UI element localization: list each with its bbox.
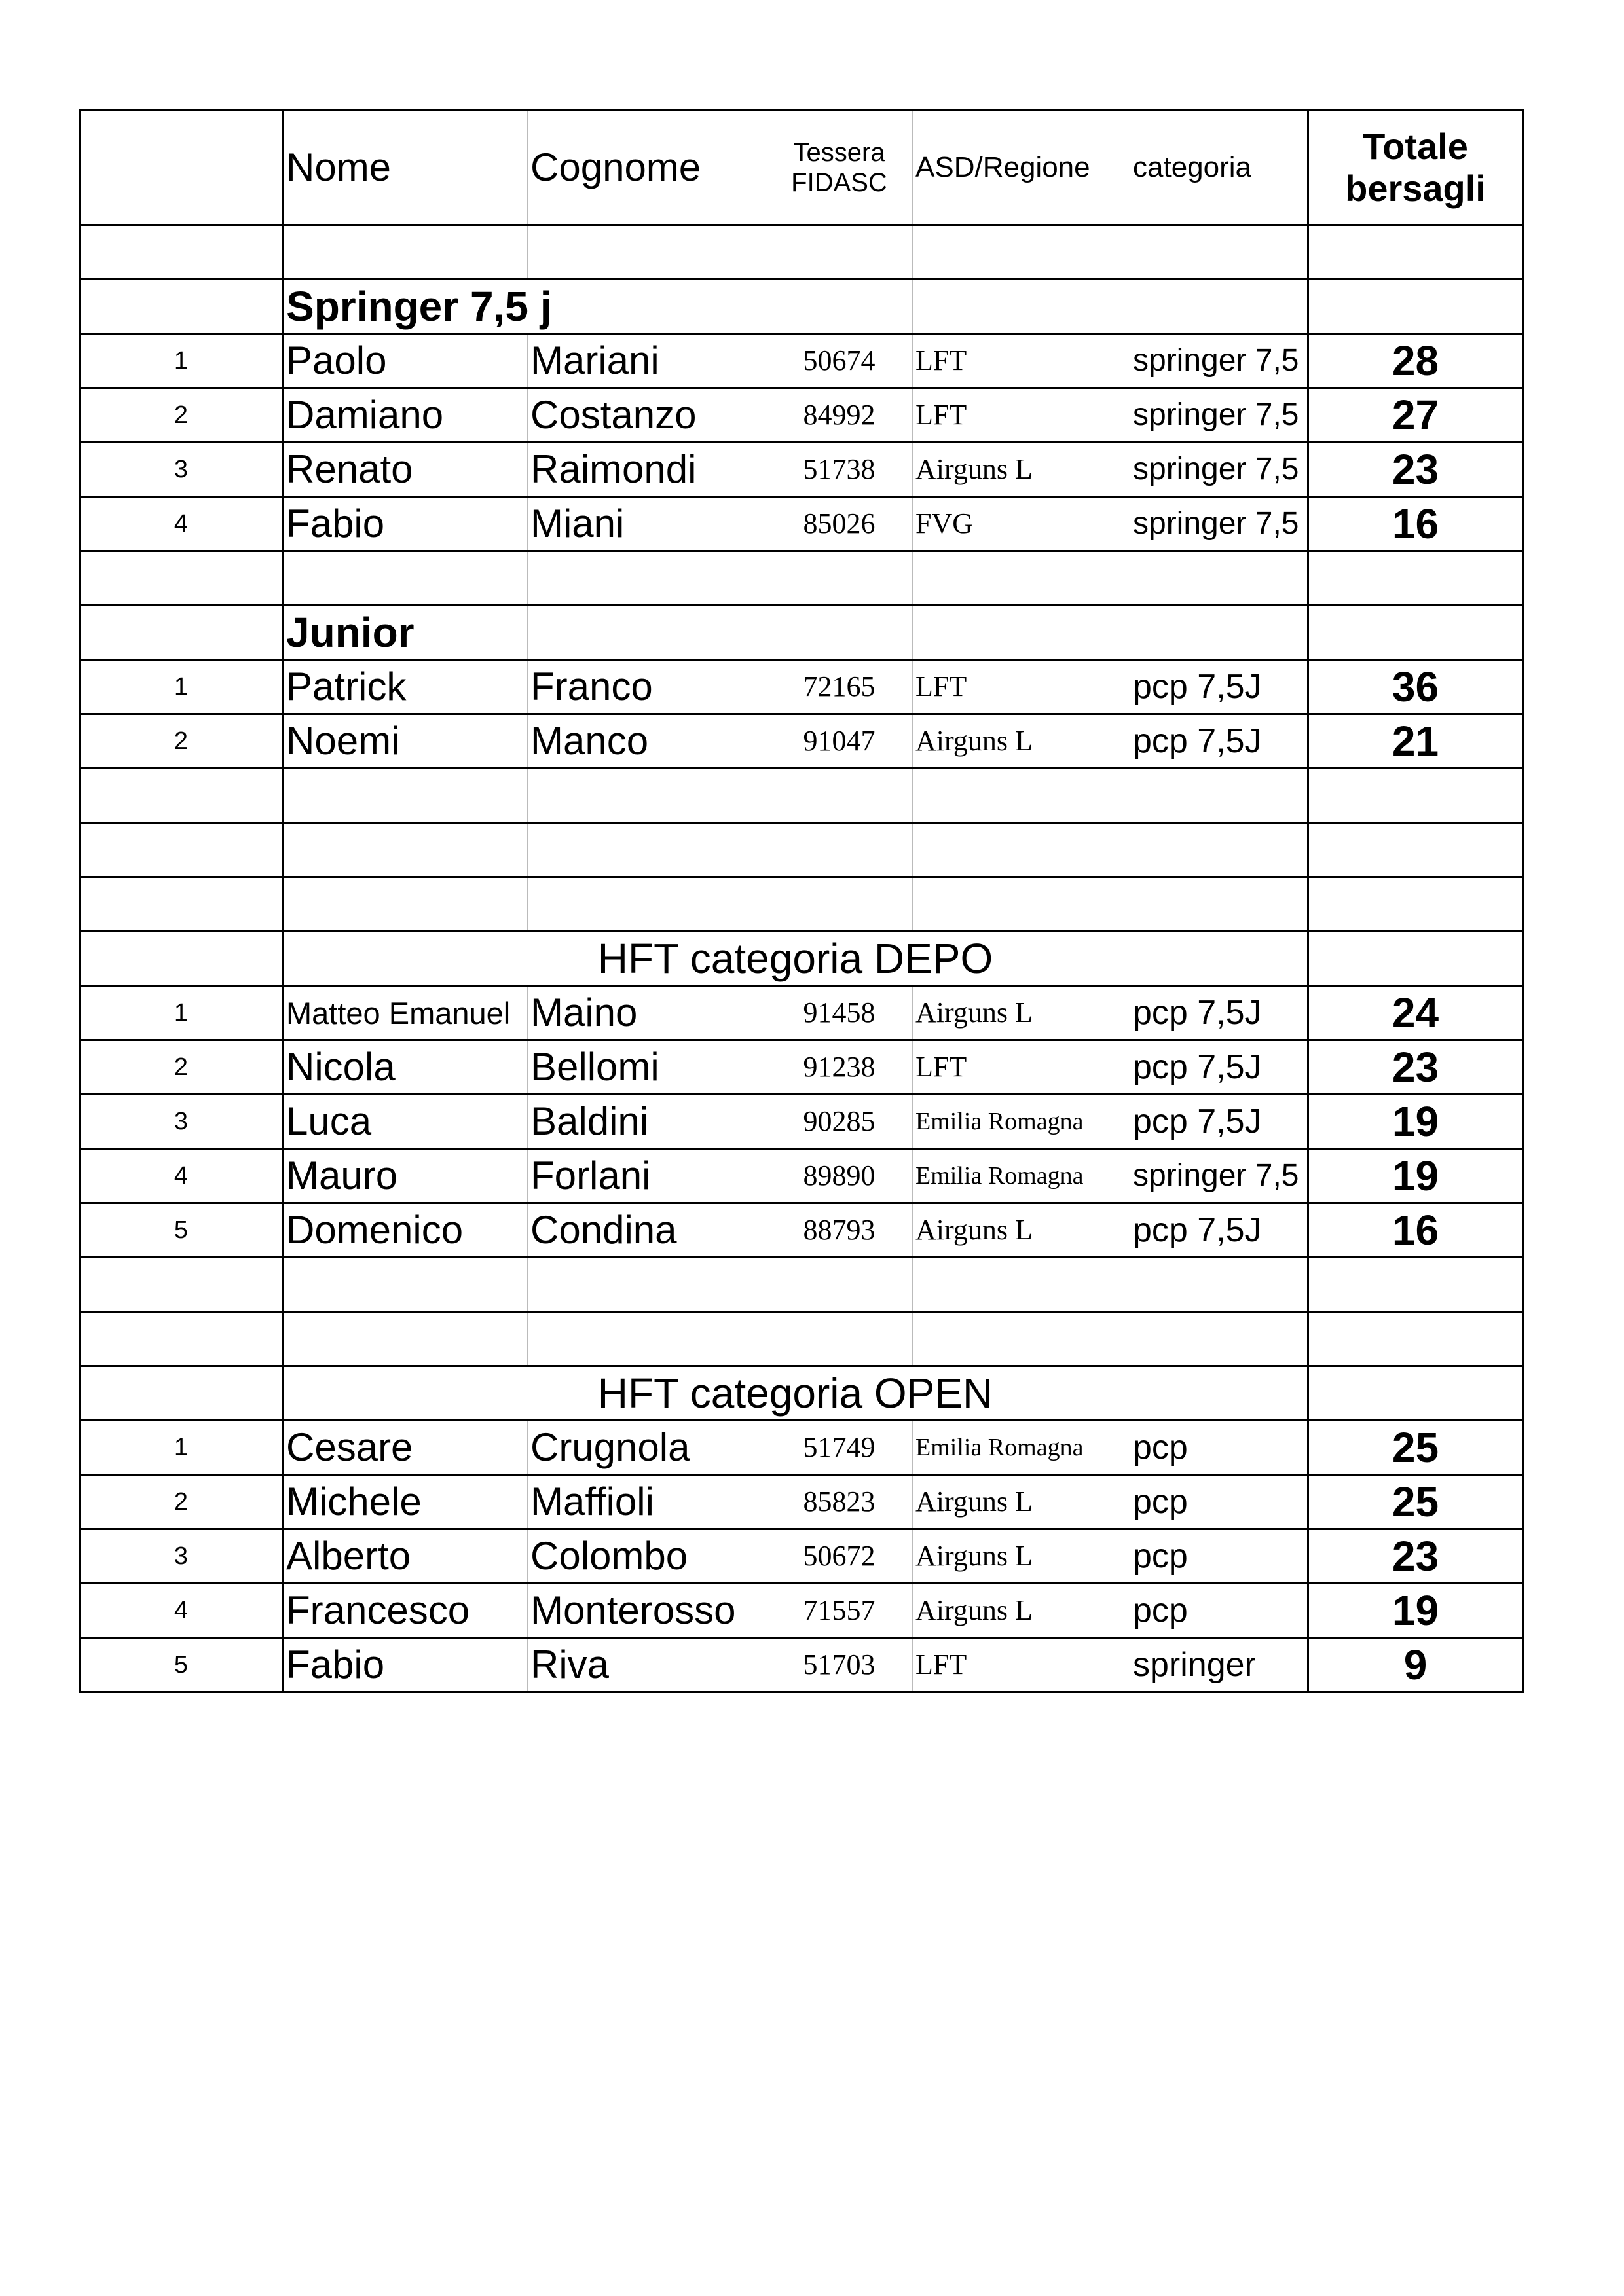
totale-bersagli: 36 (1308, 660, 1523, 714)
cognome: Baldini (528, 1095, 766, 1149)
results-table (79, 109, 1524, 1693)
totale-bersagli: 21 (1308, 714, 1523, 769)
blank-row (80, 1258, 1523, 1312)
categoria: springer 7,5 (1130, 388, 1308, 443)
section-title-open: HFT categoria OPEN (283, 1366, 1308, 1421)
section-depo (80, 932, 1523, 986)
categoria: pcp 7,5J (1130, 1040, 1308, 1095)
tessera: 91047 (766, 714, 913, 769)
table-row (80, 497, 1523, 551)
tessera: 85026 (766, 497, 913, 551)
categoria: springer 7,5 (1130, 1149, 1308, 1203)
nome: Luca (283, 1095, 528, 1149)
tessera: 71557 (766, 1584, 913, 1638)
cognome: Manco (528, 714, 766, 769)
nome: Francesco (283, 1584, 528, 1638)
nome: Nicola (283, 1040, 528, 1095)
nome: Michele (283, 1475, 528, 1529)
nome: Matteo Emanuel (283, 986, 528, 1040)
categoria: springer (1130, 1638, 1308, 1692)
position: 5 (80, 1638, 283, 1692)
totale-bersagli: 25 (1308, 1421, 1523, 1475)
cognome: Crugnola (528, 1421, 766, 1475)
asd-regione: Airguns L (913, 443, 1130, 497)
blank-row (80, 769, 1523, 823)
nome: Fabio (283, 1638, 528, 1692)
asd-regione: Emilia Romagna (913, 1149, 1130, 1203)
nome: Renato (283, 443, 528, 497)
tessera: 88793 (766, 1203, 913, 1258)
table-row (80, 986, 1523, 1040)
cognome: Costanzo (528, 388, 766, 443)
header-categoria: categoria (1130, 111, 1308, 225)
categoria: pcp (1130, 1475, 1308, 1529)
categoria: springer 7,5 (1130, 334, 1308, 388)
header-nome: Nome (283, 111, 528, 225)
cognome: Mariani (528, 334, 766, 388)
table-row (80, 1203, 1523, 1258)
position: 1 (80, 660, 283, 714)
asd-regione: Airguns L (913, 1203, 1130, 1258)
table-row (80, 714, 1523, 769)
nome: Patrick (283, 660, 528, 714)
tessera: 72165 (766, 660, 913, 714)
cognome: Franco (528, 660, 766, 714)
nome: Domenico (283, 1203, 528, 1258)
tessera: 50674 (766, 334, 913, 388)
section-springer (80, 280, 1523, 334)
table-row (80, 443, 1523, 497)
position: 3 (80, 443, 283, 497)
table-row (80, 1149, 1523, 1203)
position: 4 (80, 1149, 283, 1203)
section-title-springer: Springer 7,5 j (283, 280, 766, 334)
totale-bersagli: 25 (1308, 1475, 1523, 1529)
totale-bersagli: 19 (1308, 1095, 1523, 1149)
section-title-depo: HFT categoria DEPO (283, 932, 1308, 986)
table-row (80, 1095, 1523, 1149)
totale-bersagli: 24 (1308, 986, 1523, 1040)
categoria: pcp (1130, 1529, 1308, 1584)
table-row (80, 1584, 1523, 1638)
tessera: 85823 (766, 1475, 913, 1529)
results-sheet (79, 109, 1524, 1693)
tessera: 51738 (766, 443, 913, 497)
position: 2 (80, 1475, 283, 1529)
header-asd: ASD/Regione (913, 111, 1130, 225)
table-row (80, 1475, 1523, 1529)
asd-regione: Airguns L (913, 1529, 1130, 1584)
totale-bersagli: 19 (1308, 1584, 1523, 1638)
tessera: 90285 (766, 1095, 913, 1149)
position: 3 (80, 1095, 283, 1149)
categoria: pcp 7,5J (1130, 1203, 1308, 1258)
categoria: pcp 7,5J (1130, 714, 1308, 769)
blank-row (80, 877, 1523, 932)
cognome: Maffioli (528, 1475, 766, 1529)
asd-regione: Emilia Romagna (913, 1095, 1130, 1149)
tessera: 50672 (766, 1529, 913, 1584)
totale-bersagli: 23 (1308, 443, 1523, 497)
position: 2 (80, 1040, 283, 1095)
header-totale-line1: Totale (1363, 125, 1468, 167)
asd-regione: Airguns L (913, 1475, 1130, 1529)
tessera: 91458 (766, 986, 913, 1040)
section-title-junior: Junior (283, 606, 528, 660)
tessera: 84992 (766, 388, 913, 443)
section-open (80, 1366, 1523, 1421)
categoria: pcp 7,5J (1130, 660, 1308, 714)
table-row (80, 660, 1523, 714)
cognome: Miani (528, 497, 766, 551)
asd-regione: LFT (913, 388, 1130, 443)
categoria: pcp (1130, 1421, 1308, 1475)
header-row (80, 111, 1523, 225)
categoria: springer 7,5 (1130, 497, 1308, 551)
categoria: pcp 7,5J (1130, 986, 1308, 1040)
header-tessera-line2: FIDASC (791, 168, 887, 197)
table-row (80, 1421, 1523, 1475)
position: 4 (80, 497, 283, 551)
table-row (80, 388, 1523, 443)
cognome: Colombo (528, 1529, 766, 1584)
asd-regione: FVG (913, 497, 1130, 551)
tessera: 51749 (766, 1421, 913, 1475)
table-row (80, 334, 1523, 388)
totale-bersagli: 23 (1308, 1529, 1523, 1584)
blank-row (80, 551, 1523, 606)
totale-bersagli: 28 (1308, 334, 1523, 388)
categoria: pcp (1130, 1584, 1308, 1638)
nome: Paolo (283, 334, 528, 388)
position: 3 (80, 1529, 283, 1584)
cognome: Bellomi (528, 1040, 766, 1095)
nome: Damiano (283, 388, 528, 443)
header-totale (1308, 111, 1523, 225)
section-junior (80, 606, 1523, 660)
totale-bersagli: 16 (1308, 497, 1523, 551)
blank-row (80, 1312, 1523, 1366)
nome: Alberto (283, 1529, 528, 1584)
tessera: 89890 (766, 1149, 913, 1203)
header-totale-line2: bersagli (1345, 168, 1486, 209)
nome: Cesare (283, 1421, 528, 1475)
asd-regione: LFT (913, 1040, 1130, 1095)
nome: Noemi (283, 714, 528, 769)
position: 1 (80, 1421, 283, 1475)
position: 2 (80, 388, 283, 443)
asd-regione: LFT (913, 1638, 1130, 1692)
blank-row (80, 823, 1523, 877)
totale-bersagli: 16 (1308, 1203, 1523, 1258)
cognome: Riva (528, 1638, 766, 1692)
totale-bersagli: 19 (1308, 1149, 1523, 1203)
totale-bersagli: 9 (1308, 1638, 1523, 1692)
categoria: springer 7,5 (1130, 443, 1308, 497)
position: 1 (80, 334, 283, 388)
table-row (80, 1040, 1523, 1095)
categoria: pcp 7,5J (1130, 1095, 1308, 1149)
blank-row (80, 225, 1523, 280)
header-tessera-line1: Tessera (793, 138, 885, 167)
header-pos (80, 111, 283, 225)
header-cognome: Cognome (528, 111, 766, 225)
position: 1 (80, 986, 283, 1040)
cognome: Forlani (528, 1149, 766, 1203)
cognome: Maino (528, 986, 766, 1040)
cognome: Monterosso (528, 1584, 766, 1638)
tessera: 91238 (766, 1040, 913, 1095)
nome: Mauro (283, 1149, 528, 1203)
cognome: Raimondi (528, 443, 766, 497)
asd-regione: Emilia Romagna (913, 1421, 1130, 1475)
totale-bersagli: 23 (1308, 1040, 1523, 1095)
header-tessera (766, 111, 913, 225)
asd-regione: Airguns L (913, 986, 1130, 1040)
totale-bersagli: 27 (1308, 388, 1523, 443)
table-row (80, 1638, 1523, 1692)
asd-regione: Airguns L (913, 1584, 1130, 1638)
position: 5 (80, 1203, 283, 1258)
cognome: Condina (528, 1203, 766, 1258)
tessera: 51703 (766, 1638, 913, 1692)
asd-regione: LFT (913, 660, 1130, 714)
nome: Fabio (283, 497, 528, 551)
asd-regione: LFT (913, 334, 1130, 388)
table-row (80, 1529, 1523, 1584)
asd-regione: Airguns L (913, 714, 1130, 769)
position: 4 (80, 1584, 283, 1638)
position: 2 (80, 714, 283, 769)
